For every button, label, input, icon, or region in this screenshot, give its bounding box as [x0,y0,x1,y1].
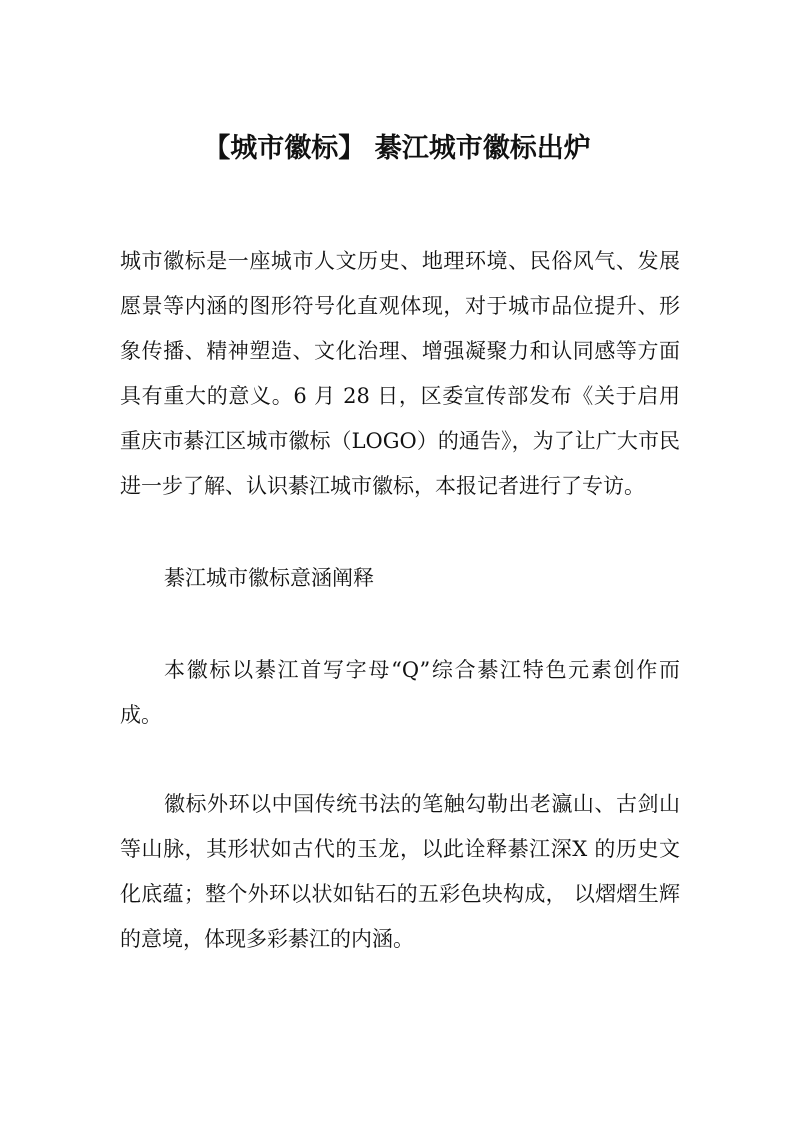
document-title: 【城市徽标】 綦江城市徽标出炉 [203,133,591,164]
logo-ring-paragraph: 徽标外环以中国传统书法的笔触勾勒出老瀛山、古剑山等山脉，其形状如古代的玉龙，以此诠释綦江深X 的历史文化底蕴；整个外环以状如钻石的五彩色块构成， 以熠熠生辉的意境，体现多彩綦江的内涵。 [120,792,680,951]
document-body [120,239,680,962]
section-heading: 綦江城市徽标意涵阐释 [164,566,374,590]
intro-paragraph: 城市徽标是一座城市人文历史、地理环境、民俗风气、发展愿景等内涵的图形符号化直观体现，对于城市品位提升、形象传播、精神塑造、文化治理、增强凝聚力和认同感等方面具有重大的意义。6 月 28 日，区委宣传部发布《关于启用重庆市綦江区城市徽标（LOGO）的通告》，为了让广大市民进一步了解、认识綦江城市徽标，本报记者进行了专访。 [120,249,680,498]
logo-origin-paragraph: 本徽标以綦江首写字母“Q”综合綦江特色元素创作而成。 [120,658,680,727]
